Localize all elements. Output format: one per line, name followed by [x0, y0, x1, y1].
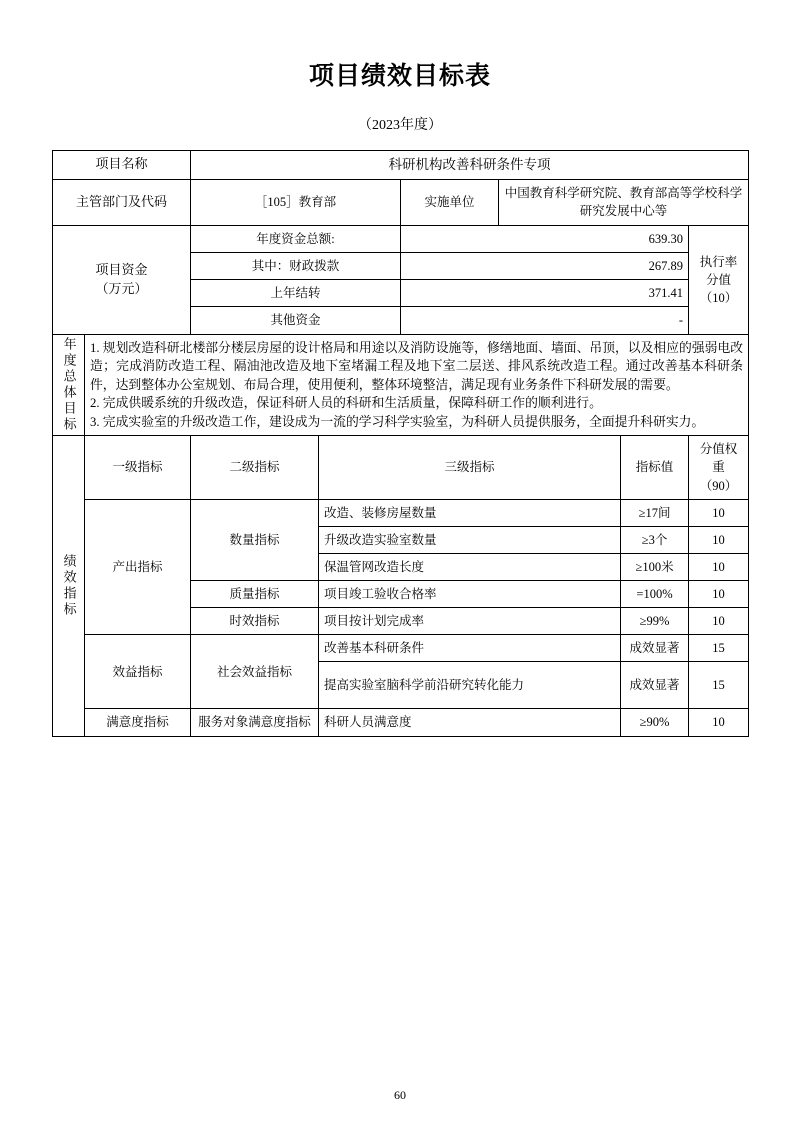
annual-goal-paragraph-2: 2. 完成供暖系统的升级改造，保证科研人员的科研和生活质量，保障科研工作的顺利进行。: [90, 396, 602, 411]
indicator-weight: 15: [689, 635, 749, 662]
funds-row-value: 267.89: [401, 253, 689, 280]
execution-rate-label: [689, 226, 749, 335]
implement-unit-label: 实施单位: [401, 179, 499, 226]
indicator-target: ≥90%: [621, 709, 689, 736]
table-row-department: [53, 179, 749, 226]
header-weight-line1: 分值权重: [699, 442, 738, 475]
indicator-level3: 项目按计划完成率: [319, 608, 621, 635]
execution-rate-line1: 执行率: [699, 254, 738, 269]
indicator-weight: 10: [689, 581, 749, 608]
funds-row-value: 639.30: [401, 226, 689, 253]
indicator-level3: 保温管网改造长度: [319, 553, 621, 580]
table-row-project-name: [53, 151, 749, 180]
header-level2: 二级指标: [191, 436, 319, 499]
funds-row-value: -: [401, 307, 689, 334]
project-funds-label: [53, 226, 191, 335]
header-level1-text: 一级指标: [112, 460, 163, 475]
table-row: [53, 635, 749, 662]
funds-row-name: 其中：财政拨款: [191, 253, 401, 280]
indicator-level3: 科研人员满意度: [319, 709, 621, 736]
implement-unit-value: 中国教育科学研究院、教育部高等学校科学研究发展中心等: [499, 179, 749, 226]
performance-target-table: [52, 150, 749, 737]
page-subtitle: （2023年度）: [358, 118, 442, 133]
funds-row-name: 年度资金总额:: [191, 226, 401, 253]
table-row-indicator-header: [53, 436, 749, 499]
header-weight-line2: （90）: [699, 478, 738, 493]
indicator-target: =100%: [621, 581, 689, 608]
execution-rate-line3: （10）: [699, 290, 738, 305]
project-name-label: 项目名称: [53, 151, 191, 180]
funds-row-name: 上年结转: [191, 280, 401, 307]
indicator-weight: 10: [689, 553, 749, 580]
funds-row-value: 371.41: [401, 280, 689, 307]
indicator-level1: 产出指标: [85, 499, 191, 635]
annual-goal-paragraph-3: 3. 完成实验室的升级改造工作，建设成为一流的学习科学实验室，为科研人员提供服务，全面提升科研实力。: [90, 414, 705, 429]
header-level3: 三级指标: [319, 436, 621, 499]
page-number: 60: [394, 1088, 406, 1102]
performance-indicator-label-text: 绩效指标: [61, 553, 77, 618]
indicator-target: ≥100米: [621, 553, 689, 580]
indicator-level3: 改善基本科研条件: [319, 635, 621, 662]
indicator-level2: 数量指标: [191, 499, 319, 580]
table-row-annual-goal: [53, 334, 749, 436]
indicator-level2: 时效指标: [191, 608, 319, 635]
indicator-target: ≥3个: [621, 526, 689, 553]
indicator-weight: 10: [689, 526, 749, 553]
indicator-weight: 10: [689, 709, 749, 736]
indicator-level3: 改造、装修房屋数量: [319, 499, 621, 526]
annual-goal-content: [85, 334, 749, 436]
header-target-value: 指标值: [621, 436, 689, 499]
indicator-level3: 升级改造实验室数量: [319, 526, 621, 553]
department-value: ［105］教育部: [191, 179, 401, 226]
indicator-weight: 10: [689, 499, 749, 526]
performance-indicator-label: [53, 436, 85, 736]
indicator-level1: 效益指标: [85, 635, 191, 709]
indicator-level2: 质量指标: [191, 581, 319, 608]
indicator-weight: 10: [689, 608, 749, 635]
annual-goal-label-text: 年度总体目标: [61, 336, 77, 433]
indicator-level2: 服务对象满意度指标: [191, 709, 319, 736]
indicator-target: 成效显著: [621, 662, 689, 709]
header-weight: [689, 436, 749, 499]
indicator-level2: 社会效益指标: [191, 635, 319, 709]
project-name-value: 科研机构改善科研条件专项: [191, 151, 749, 180]
table-row: [53, 709, 749, 736]
indicator-target: ≥99%: [621, 608, 689, 635]
indicator-level3: 提高实验室脑科学前沿研究转化能力: [319, 662, 621, 709]
indicator-level3: 项目竣工验收合格率: [319, 581, 621, 608]
execution-rate-line2: 分值: [706, 272, 732, 287]
indicator-level1: 满意度指标: [85, 709, 191, 736]
project-funds-label-line1: 项目资金: [95, 261, 148, 277]
table-row-funds-total: [53, 226, 749, 253]
funds-row-name: 其他资金: [191, 307, 401, 334]
project-funds-label-line2: （万元）: [95, 280, 148, 296]
indicator-target: 成效显著: [621, 635, 689, 662]
department-label: 主管部门及代码: [53, 179, 191, 226]
indicator-target: ≥17间: [621, 499, 689, 526]
indicator-weight: 15: [689, 662, 749, 709]
annual-goal-label: [53, 334, 85, 436]
table-row: [53, 499, 749, 526]
page-title: 项目绩效目标表: [308, 61, 491, 90]
header-level1: [85, 436, 191, 499]
annual-goal-paragraph-1: 1. 规划改造科研北楼部分楼层房屋的设计格局和用途以及消防设施等，修缮地面、墙面、吊顶，以及相应的强弱电改造；完成消防改造工程、隔油池改造及地下室堵漏工程及地下室二层送、排风系统改造工程。通过改善基本科研条件，达到整体办公室规划、布局合理，使用便利，整体环境整洁，满足现有业务条件下科研发展的需要。: [90, 340, 744, 392]
